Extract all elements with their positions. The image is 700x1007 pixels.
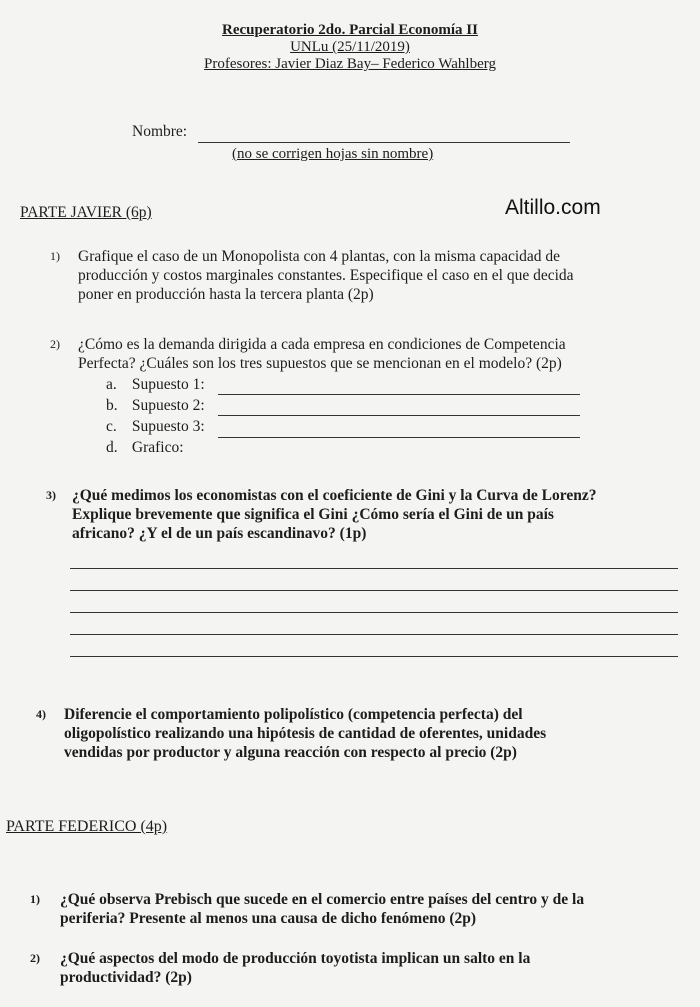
question-number: 2) [30,951,40,965]
question-line: producción y costos marginales constantes. Especifique el caso en el que decida [78,267,574,284]
answer-line[interactable] [70,656,678,657]
question-line: ¿Qué observa Prebisch que sucede en el comercio entre países del centro y de la [60,891,585,908]
question-number: 2) [50,337,60,351]
name-label: Nombre: [132,123,188,140]
question-line: Perfecta? ¿Cuáles son los tres supuestos que se mencionan en el modelo? (2p) [78,355,562,372]
name-note: (no se corrigen hojas sin nombre) [232,146,434,162]
question-line: poner en producción hasta la tercera planta (2p) [78,286,374,303]
sub-item-label: Supuesto 2: [131,397,205,414]
question-line: oligopolístico realizando una hipótesis de cantidad de oferentes, unidades [64,725,547,742]
question-number: 1) [30,892,40,906]
question-line: africano? ¿Y el de un país escandinavo? (1p) [72,525,367,542]
answer-line[interactable] [70,612,678,613]
answer-line[interactable] [218,437,580,438]
answer-line[interactable] [218,415,580,416]
watermark: Altillo.com [505,196,601,219]
part-javier-heading: PARTE JAVIER (6p) [20,204,152,221]
answer-line[interactable] [70,568,678,569]
answer-line[interactable] [218,394,580,395]
question-number: 4) [36,707,46,721]
question-number: 3) [46,488,56,502]
question-line: productividad? (2p) [60,969,192,986]
sub-item-d: d. Grafico: [106,439,184,456]
sub-item-a: a. Supuesto 1: [106,376,205,393]
question-line: Diferencie el comportamiento polipolístico (competencia perfecta) del [64,706,523,723]
sub-item-label: Grafico: [131,439,184,456]
answer-line[interactable] [70,590,678,591]
header [0,22,700,73]
sub-item-c: c. Supuesto 3: [106,418,205,435]
question-number: 1) [50,249,60,263]
exam-subtitle: UNLu (25/11/2019) [290,39,410,55]
question-line: ¿Qué medimos los economistas con el coeficiente de Gini y la Curva de Lorenz? [72,487,597,504]
sub-item-label: Supuesto 3: [131,418,205,435]
answer-line[interactable] [70,634,678,635]
exam-title: Recuperatorio 2do. Parcial Economía II [222,22,478,38]
question-line: ¿Qué aspectos del modo de producción toyotista implican un salto en la [60,950,531,967]
sub-item-b: b. Supuesto 2: [106,397,205,414]
part-federico-heading: PARTE FEDERICO (4p) [6,818,168,835]
sub-item-label: Supuesto 1: [131,376,205,393]
question-line: periferia? Presente al menos una causa de dicho fenómeno (2p) [60,910,477,927]
name-answer-line[interactable] [198,142,570,143]
question-line: Explique brevemente que significa el Gini ¿Cómo sería el Gini de un país [72,506,554,523]
question-line: vendidas por productor y alguna reacción con respecto al precio (2p) [64,744,517,761]
question-line: Grafique el caso de un Monopolista con 4 plantas, con la misma capacidad de [78,248,561,265]
question-line: ¿Cómo es la demanda dirigida a cada empresa en condiciones de Competencia [78,336,566,353]
exam-professors: Profesores: Javier Diaz Bay– Federico Wahlberg [204,56,496,72]
